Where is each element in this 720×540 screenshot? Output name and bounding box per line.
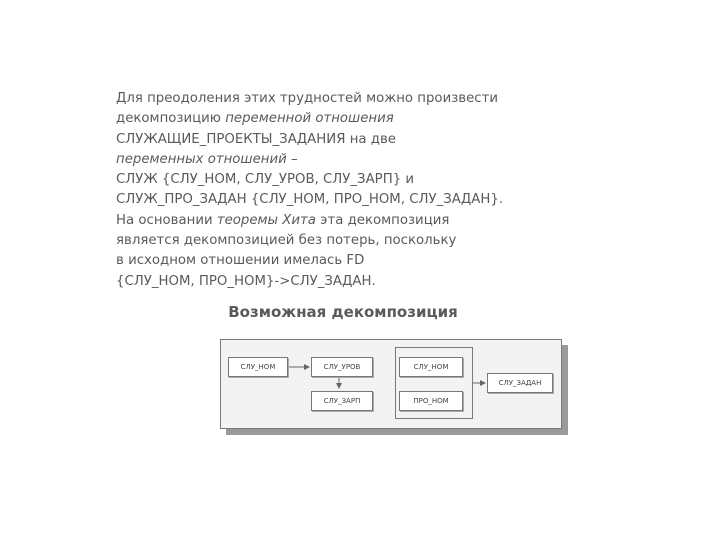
text-line-10: {СЛУ_НОМ, ПРО_НОМ}->СЛУ_ЗАДАН. — [116, 273, 376, 289]
text-line-2a: декомпозицию — [116, 111, 226, 127]
text-line-2 — [116, 109, 536, 129]
text-line-6: СЛУЖ_ПРО_ЗАДАН {СЛУ_НОМ, ПРО_НОМ, СЛУ_ЗАДАН}. — [116, 192, 504, 208]
node-slu-nom-1: СЛУ_НОМ — [228, 357, 288, 377]
node-slu-zarp: СЛУ_ЗАРП — [311, 391, 373, 411]
node-slu-urov: СЛУ_УРОВ — [311, 357, 373, 377]
text-line-2b: переменной отношения — [225, 111, 394, 127]
node-slu-zadan: СЛУ_ЗАДАН — [487, 373, 553, 393]
text-line-8: является декомпозицией без потерь, поскольку — [116, 233, 457, 249]
text-line-5: СЛУЖ {СЛУ_НОМ, СЛУ_УРОВ, СЛУ_ЗАРП} и — [116, 172, 415, 188]
text-line-7a: На основании — [116, 212, 217, 228]
text-line-4: переменных отношений – — [116, 151, 298, 167]
text-line-1: Для преодоления этих трудностей можно произвести — [116, 91, 498, 106]
decomposition-diagram — [220, 339, 562, 429]
diagram-caption: Возможная декомпозиция — [228, 303, 458, 321]
node-pro-nom: ПРО_НОМ — [399, 391, 463, 411]
text-line-7b: теоремы Хита — [216, 212, 316, 228]
text-line-7c: эта декомпозиция — [315, 212, 450, 228]
paragraph — [116, 89, 536, 292]
text-line-7 — [116, 211, 536, 231]
text-line-3: СЛУЖАЩИЕ_ПРОЕКТЫ_ЗАДАНИЯ на две — [116, 131, 396, 147]
node-slu-nom-2: СЛУ_НОМ — [399, 357, 463, 377]
text-line-9: в исходном отношении имелась FD — [116, 253, 365, 269]
